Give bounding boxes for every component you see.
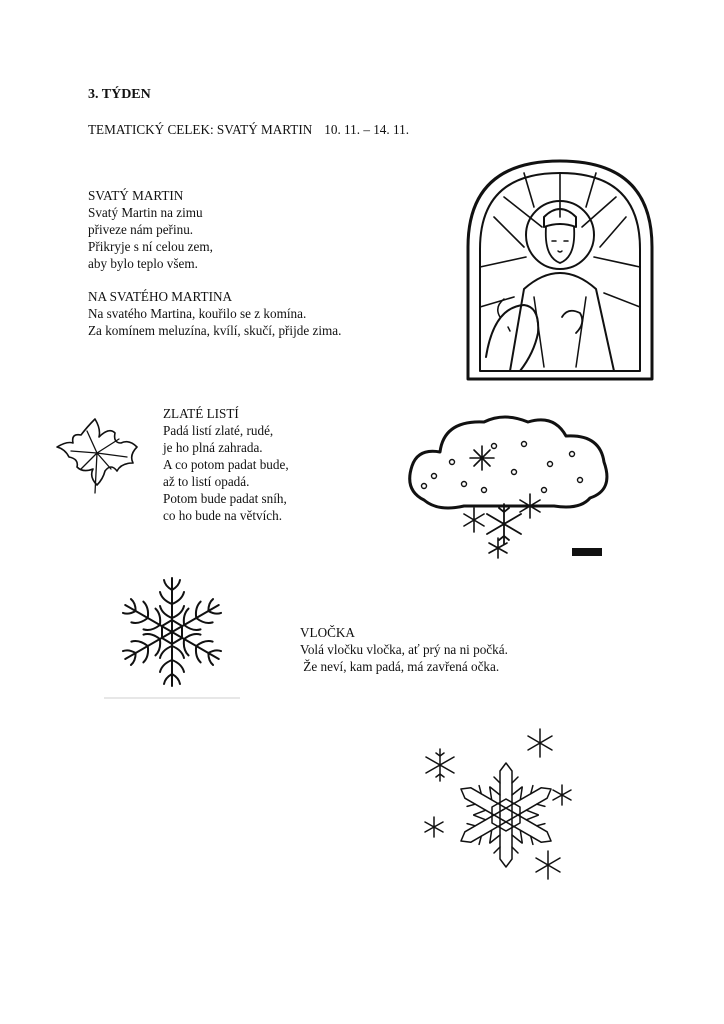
theme-line (88, 121, 409, 138)
poem-line: až to listí opadá. (163, 474, 250, 489)
poem-line: co ho bude na větvích. (163, 508, 283, 523)
poem-line: aby bylo teplo všem. (88, 256, 198, 271)
poem-title: SVATÝ MARTIN (88, 188, 184, 203)
snow-cloud-icon (404, 410, 614, 560)
poem-vlocka (300, 624, 508, 675)
stained-glass-martin-icon (464, 157, 656, 385)
poem-line: Padá listí zlaté, rudé, (163, 423, 274, 438)
poem-title: NA SVATÉHO MARTINA (88, 289, 233, 304)
poem-line: Přikryje s ní celou zem, (88, 239, 213, 254)
poem-line: Volá vločku vločka, ať prý na ni počká. (300, 642, 508, 657)
poem-line: Svatý Martin na zimu (88, 205, 203, 220)
leaf-icon (55, 413, 143, 495)
poem-line: Potom bude padat sníh, (163, 491, 287, 506)
poem-title: ZLATÉ LISTÍ (163, 406, 239, 421)
snowflakes-group-icon (420, 725, 586, 885)
poem-line: Že neví, kam padá, má zavřená očka. (300, 659, 500, 674)
theme-dates: 10. 11. – 14. 11. (324, 122, 409, 137)
poem-line: Na svatého Martina, kouřilo se z komína. (88, 306, 307, 321)
poem-line: přiveze nám peřinu. (88, 222, 194, 237)
snowflake-icon (104, 570, 240, 700)
poem-line: Za komínem meluzína, kvílí, skučí, přijde zima. (88, 323, 342, 338)
poem-title: VLOČKA (300, 625, 355, 640)
poem-line: A co potom padat bude, (163, 457, 289, 472)
page-heading: 3. TÝDEN (88, 87, 151, 102)
poem-svaty-martin (88, 187, 213, 272)
theme-label: TEMATICKÝ CELEK: SVATÝ MARTIN (88, 122, 313, 137)
poem-line: je ho plná zahrada. (163, 440, 263, 455)
poem-zlate-listi (163, 405, 289, 524)
poem-na-svateho-martina (88, 288, 341, 339)
